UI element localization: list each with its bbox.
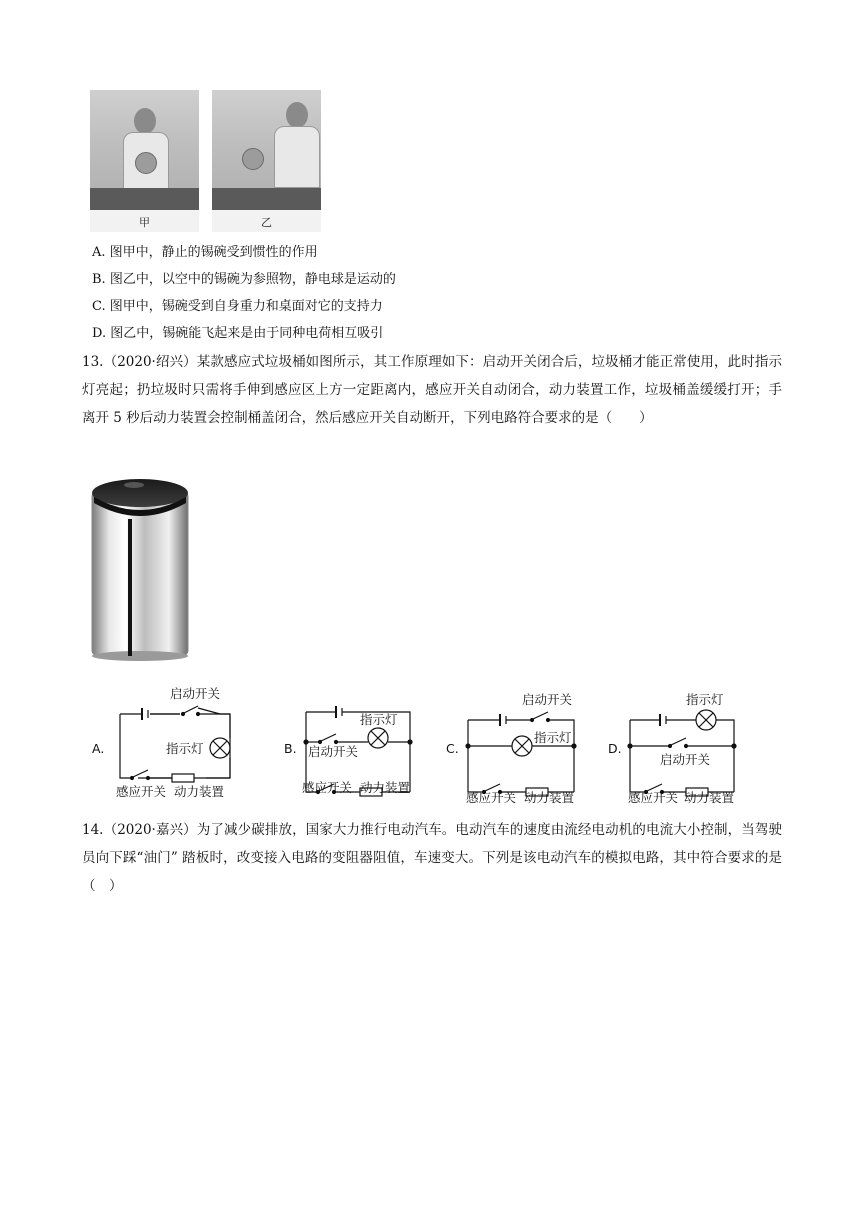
q12-option-a: A. 图甲中，静止的锡碗受到惯性的作用 xyxy=(92,245,318,260)
q12-option-c: C. 图甲中，锡碗受到自身重力和桌面对它的支持力 xyxy=(92,299,383,314)
circuit-a-start-switch-label: 启动开关 xyxy=(170,686,221,701)
q13-stem: 13.（2020·绍兴）某款感应式垃圾桶如图所示，其工作原理如下：启动开关闭合后，垃圾桶才能正常使用，此时指示灯亮起；扔垃圾时只需将手伸到感应区上方一定距离内，感应开关自动闭合，动力装置工作，垃圾桶盖缓缓打开；手离开 5 秒后动力装置会控制桶盖闭合，然后感应开关自动断开，下列电路符合要求的是（ ） xyxy=(82,354,782,426)
circuit-b-lamp-label: 指示灯 xyxy=(360,712,398,727)
trash-can-image xyxy=(90,473,190,663)
circuit-c xyxy=(466,712,576,796)
circuit-d-letter: D. xyxy=(608,741,622,756)
circuit-c-sensor-switch-label: 感应开关 xyxy=(466,790,517,805)
photo-caption-yi: 乙 xyxy=(261,216,272,229)
circuit-b-start-switch-label: 启动开关 xyxy=(308,744,359,759)
circuit-c-lamp-label: 指示灯 xyxy=(534,730,572,745)
circuit-d-lamp-label: 指示灯 xyxy=(686,692,724,707)
circuit-d-start-switch-label: 启动开关 xyxy=(660,752,711,767)
circuit-b-letter: B. xyxy=(284,741,297,756)
circuit-a-lamp-label: 指示灯 xyxy=(166,741,204,756)
q12-option-d: D. 图乙中，锡碗能飞起来是由于同种电荷相互吸引 xyxy=(92,326,384,341)
circuit-a-sensor-switch-label: 感应开关 xyxy=(116,784,167,799)
photo-caption-jia: 甲 xyxy=(139,216,150,229)
circuit-a-device-label: 动力装置 xyxy=(174,784,225,799)
q14-stem: 14.（2020·嘉兴）为了减少碳排放，国家大力推行电动汽车。电动汽车的速度由流经电动机的电流大小控制，当驾驶员向下踩“油门” 踏板时，改变接入电路的变阻器阻值，车速变大。下列是该电动汽车的模拟电路，其中符合要求的是（ ） xyxy=(82,822,782,894)
q12-option-b: B. 图乙中，以空中的锡碗为参照物，静电球是运动的 xyxy=(92,272,396,287)
circuit-c-start-switch-label: 启动开关 xyxy=(522,692,573,707)
circuit-b-sensor-switch-label: 感应开关 xyxy=(302,780,353,795)
circuit-d-device-label: 动力装置 xyxy=(684,790,735,805)
circuit-b-device-label: 动力装置 xyxy=(360,780,411,795)
q13-circuit-options xyxy=(80,680,800,810)
circuit-c-device-label: 动力装置 xyxy=(524,790,575,805)
photo-jia xyxy=(90,90,199,232)
photo-yi xyxy=(212,90,321,232)
circuit-c-letter: C. xyxy=(446,741,459,756)
circuit-a-letter: A. xyxy=(92,741,105,756)
circuit-d-sensor-switch-label: 感应开关 xyxy=(628,790,679,805)
